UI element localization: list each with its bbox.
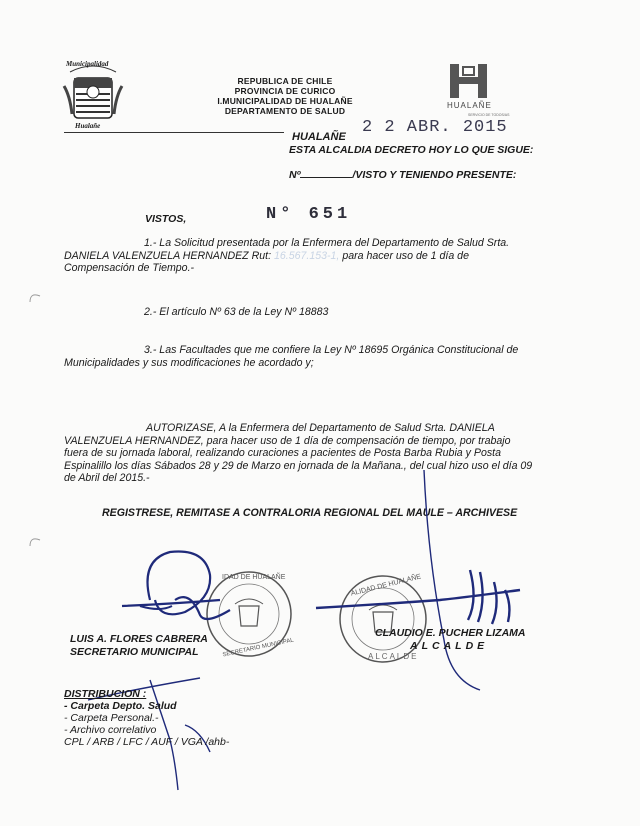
distribution-item: - Carpeta Depto. Salud — [64, 700, 177, 712]
p4-line-3: fuera de su jornada laboral, realizando curaciones a pacientes de Posta Barba Rubia y Posta — [64, 447, 501, 460]
logo-tagline: SERVICIO DE TODOS/AS — [468, 113, 510, 117]
right-stamp-bottom-text: ALCALDE — [368, 652, 419, 661]
number-prefix: Nº — [289, 169, 301, 181]
logo-bottom-text: Hualañe — [75, 122, 101, 130]
p4-line-4: Espinalillo los días Sábados 28 y 29 de Marzo en jornada de la Mañana., del cual hizo uso el día 09 — [64, 459, 533, 472]
mayor-name: CLAUDIO E. PUCHER LIZAMA — [375, 627, 526, 639]
distribution-item: - Archivo correlativo — [64, 724, 157, 736]
p3-line-1: 3.- Las Facultades que me confiere la Ley Nº 18695 Orgánica Constitucional de — [144, 344, 519, 356]
secretary-title: SECRETARIO MUNICIPAL — [70, 646, 199, 658]
paragraph-2: 2.- El artículo Nº 63 de la Ley Nº 18883 — [144, 306, 329, 318]
p4-line-5: de Abril del 2015.- — [64, 472, 150, 485]
p1-rest: para hacer uso de 1 día de — [342, 249, 469, 262]
p3-line-2: Municipalidades y sus modificaciones he acordado y; — [64, 356, 314, 369]
left-stamp-bottom-text: SECRETARIO MUNICIPAL — [222, 637, 295, 659]
p1-line-1: 1.- La Solicitud presentada por la Enfermera del Departamento de Salud Srta. — [144, 237, 510, 249]
p1-line-3: Compensación de Tiempo.- — [64, 262, 195, 275]
header-line-1: REPUBLICA DE CHILE — [237, 76, 333, 86]
right-stamp-top-text: ALIDAD DE HUALAÑE — [350, 573, 422, 598]
left-stamp-top-text: IDAD DE HUALAÑE — [222, 574, 286, 581]
decree-intro: ESTA ALCALDIA DECRETO HOY LO QUE SIGUE: — [289, 144, 534, 156]
header-line-2: PROVINCIA DE CURICO — [234, 86, 336, 96]
register-line: REGISTRESE, REMITASE A CONTRALORIA REGIONAL DEL MAULE – ARCHIVESE — [102, 507, 518, 519]
number-suffix: /VISTO Y TENIENDO PRESENTE: — [352, 169, 517, 181]
rut-value: 16.567.153-1, — [273, 249, 340, 262]
p1-name: DANIELA VALENZUELA HERNANDEZ Rut: — [64, 249, 272, 262]
p4-line-1: AUTORIZASE, A la Enfermera del Departamento de Salud Srta. DANIELA — [146, 422, 495, 434]
header-line-4: DEPARTAMENTO DE SALUD — [224, 106, 346, 116]
decree-number-stamp: N° 651 — [266, 205, 352, 224]
mayor-title: ALCALDE — [410, 640, 489, 652]
logo-top-text: Municipalidad — [66, 60, 109, 68]
place-label: HUALAÑE — [292, 131, 346, 143]
date-stamp: 2 2 ABR. 2015 — [362, 118, 508, 137]
distribution-title: DISTRIBUCION : — [64, 688, 147, 700]
distribution-item: - Carpeta Personal.- — [64, 712, 159, 724]
distribution-initials: CPL / ARB / LFC / AUF / VGA /ahb- — [64, 736, 230, 748]
logo-name: HUALAÑE — [447, 101, 492, 110]
vistos-label: VISTOS, — [145, 213, 187, 225]
p4-line-2: VALENZUELA HERNANDEZ, para hacer uso de 1 día de compensación de tiempo, por trabajo — [64, 434, 511, 447]
header-line-3: I.MUNICIPALIDAD DE HUALAÑE — [217, 96, 353, 106]
secretary-name: LUIS A. FLORES CABRERA — [70, 633, 208, 645]
